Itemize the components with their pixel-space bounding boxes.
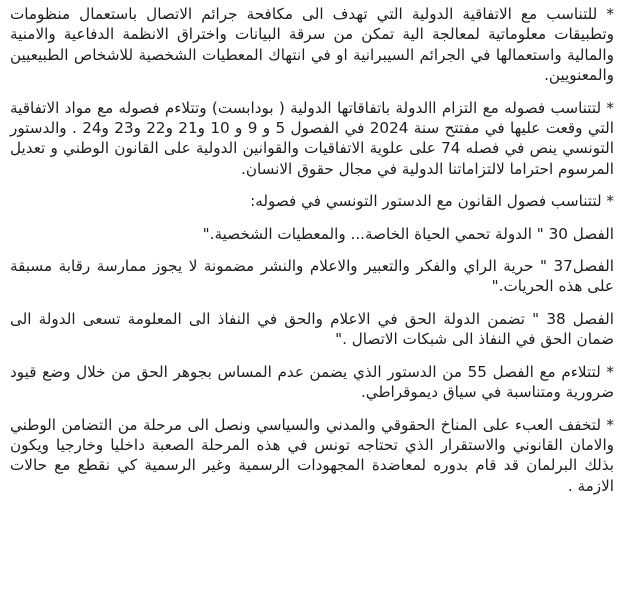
paragraph-constitution-intro: * لتتناسب فصول القانون مع الدستور التونسي في فصوله:	[250, 192, 614, 211]
paragraph-article-38: الفصل 38 " تضمن الدولة الحق في الاعلام والحق في النفاذ الى المعلومة تسعى الدولة الى ضمان الحق في النفاذ الى شبكات الاتصال ."	[10, 309, 614, 349]
paragraph-article-30: الفصل 30 " الدولة تحمي الحياة الخاصة... والمعطيات الشخصية."	[202, 224, 614, 243]
paragraph-article-55: * لتتلاءم مع الفصل 55 من الدستور الذي يضمن عدم المساس بجوهر الحق من خلال وضع قيود ضرورية ومتناسبة في سياق ديموقراطي.	[10, 362, 614, 402]
paragraph-national-solidarity: * لتخفف العبء على المناخ الحقوقي والمدني والسياسي ونصل الى مرحلة من التضامن الوطني والامان القانوني والاستقرار الذي تحتاجه تونس في هذه المرحلة الصعبة داخليا وخارجيا ويكون بذلك البرلمان قد قام بدوره لمعاضدة المجهودات الرسمية وغير الرسمية كي نقطع مع حالات الازمة .	[10, 415, 614, 495]
paragraph-article-37: الفصل37 " حرية الراي والفكر والتعبير والاعلام والنشر مضمونة لا يجوز ممارسة رقابة مسبقة على هذه الحريات."	[10, 257, 614, 296]
paragraph-cybercrime-convention: * للتناسب مع الاتفاقية الدولية التي تهدف الى مكافحة جرائم الاتصال باستعمال منظومات وتطبيقات معلوماتية لمعالجة الية تمكن من سرقة البيانات واختراق الانظمة الدفاعية والامنية والمالية واستعمالها في الجرائم السيبرانية او في انتهاك المعطيات الشخصية للاشخاص الطبيعيين والمعنويين.	[10, 5, 614, 85]
paragraph-budapest-commitments: * لتتناسب فصوله مع التزام االدولة باتفاقاتها الدولية ( بودابست) وتتلاءم فصوله مع مواد الاتفاقية التي وقعت عليها في مفتتح سنة 2024 في الفصول 5 و 9 و 10 و21 و22 و23 و24 . والدستور التونسي ينص في فصله 74 على علوية الاتفاقيات والقوانين الدولية على القانون الوطني و تعديل المرسوم احتراما لالتزاماتنا الدولية في مجال حقوق الانسان.	[10, 98, 614, 178]
